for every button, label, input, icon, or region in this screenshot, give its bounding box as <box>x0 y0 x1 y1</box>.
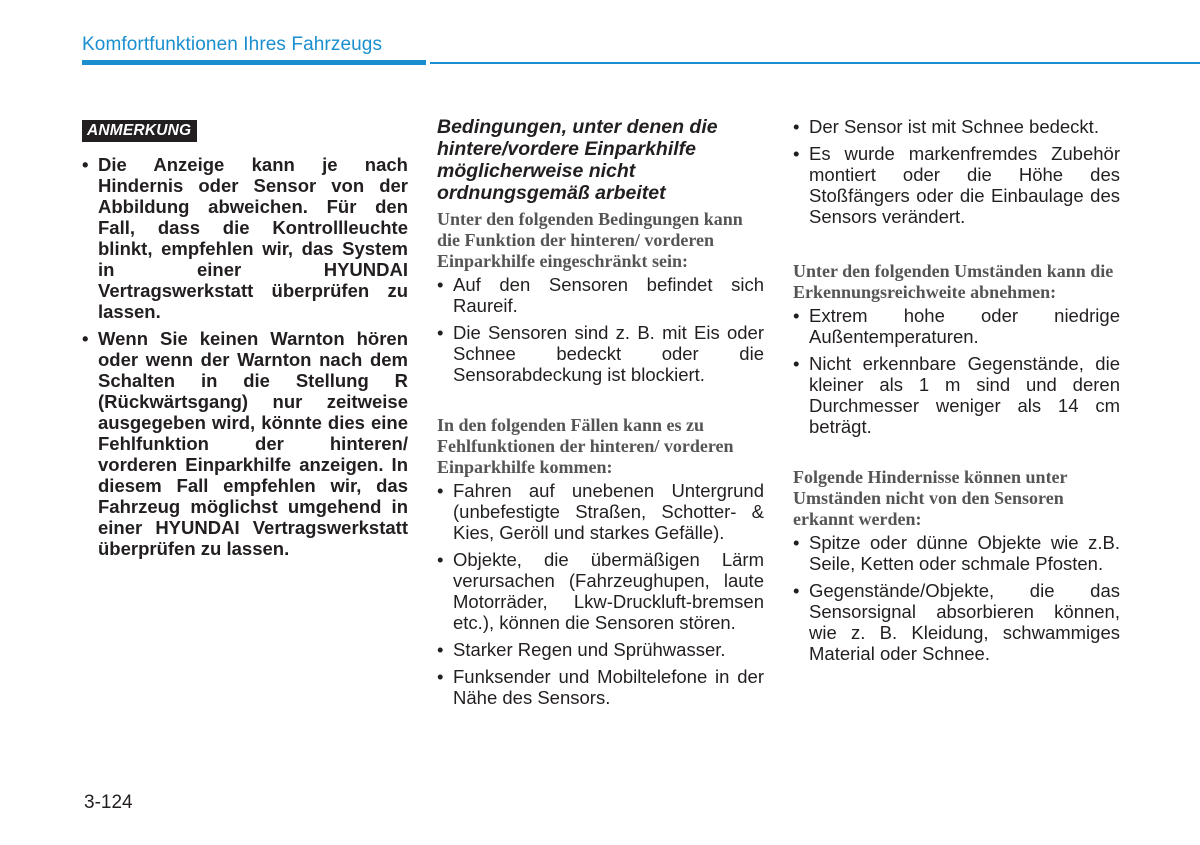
list-item: • Spitze oder dünne Objekte wie z.B. Seile, Ketten oder schmale Pfosten. <box>793 532 1120 574</box>
list-item: • Extrem hohe oder niedrige Außentemperaturen. <box>793 305 1120 347</box>
subheading-malfunctions: In den folgenden Fällen kann es zu Fehlfunktionen der hinteren/ vorderen Einparkhilfe kommen: <box>437 415 734 477</box>
list-item: • Wenn Sie keinen Warnton hören oder wenn der Warnton nach dem Schalten in die Stellung R (Rückwärtsgang) nur zeitweise ausgegeben wird, könnte dies eine Fehlfunktion der hinteren/ vorderen Einparkhilfe anzeigen. In diesem Fall empfehlen wir, das Fahrzeug möglichst umgehend in einer HYUNDAI Vertragswerkstatt überprüfen zu lassen. <box>82 328 408 559</box>
list-item: • Gegenstände/Objekte, die das Sensorsignal absorbieren können, wie z. B. Kleidung, schwammiges Material oder Schnee. <box>793 580 1120 664</box>
list-item: • Der Sensor ist mit Schnee bedeckt. <box>793 116 1120 137</box>
list-item: • Auf den Sensoren befindet sich Raureif. <box>437 274 764 316</box>
limitations-list <box>437 274 764 385</box>
malfunctions-list <box>437 480 764 708</box>
header-rule-thin <box>430 62 1200 64</box>
list-item: • Fahren auf unebenen Untergrund (unbefestigte Straßen, Schotter- & Kies, Geröll und starkes Gefälle). <box>437 480 764 543</box>
header-rule-thick <box>82 60 426 65</box>
list-item: • Nicht erkennbare Gegenstände, die kleiner als 1 m sind und deren Durchmesser weniger als 14 cm beträgt. <box>793 353 1120 437</box>
subheading-undetected: Folgende Hindernisse können unter Umständen nicht von den Sensoren erkannt werden: <box>793 467 1068 529</box>
note-badge: ANMERKUNG <box>82 120 197 142</box>
column-conditions <box>437 116 764 714</box>
list-item: • Die Sensoren sind z. B. mit Eis oder Schnee bedeckt oder die Sensorabdeckung ist blockiert. <box>437 322 764 385</box>
continued-list <box>793 116 1120 227</box>
section-header-title: Komfortfunktionen Ihres Fahrzeugs <box>82 34 383 55</box>
page-number: 3-124 <box>84 792 133 813</box>
column-note <box>82 120 408 565</box>
subheading-range: Unter den folgenden Umständen kann die Erkennungsreichweite abnehmen: <box>793 261 1114 302</box>
range-list <box>793 305 1120 437</box>
list-item: • Starker Regen und Sprühwasser. <box>437 639 764 660</box>
list-item: • Es wurde markenfremdes Zubehör montiert oder die Höhe des Stoßfängers oder die Einbaulage des Sensors verändert. <box>793 143 1120 227</box>
undetected-list <box>793 532 1120 664</box>
note-list <box>82 154 408 559</box>
subheading-limitations: Unter den folgenden Bedingungen kann die Funktion der hinteren/ vorderen Einparkhilfe eingeschränkt sein: <box>437 209 743 271</box>
list-item: • Objekte, die übermäßigen Lärm verursachen (Fahrzeughupen, laute Motorräder, Lkw-Druckluft-bremsen etc.), können die Sensoren stören. <box>437 549 764 633</box>
list-item: • Die Anzeige kann je nach Hindernis oder Sensor von der Abbildung abweichen. Für den Fall, dass die Kontrollleuchte blinkt, empfehlen wir, das System in einer HYUNDAI Vertragswerkstatt überprüfen zu lassen. <box>82 154 408 322</box>
column-conditions-continued <box>793 116 1120 670</box>
section-heading: Bedingungen, unter denen die hintere/vordere Einparkhilfe möglicherweise nicht ordnungsgemäß arbeitet <box>437 116 718 204</box>
list-item: • Funksender und Mobiltelefone in der Nähe des Sensors. <box>437 666 764 708</box>
